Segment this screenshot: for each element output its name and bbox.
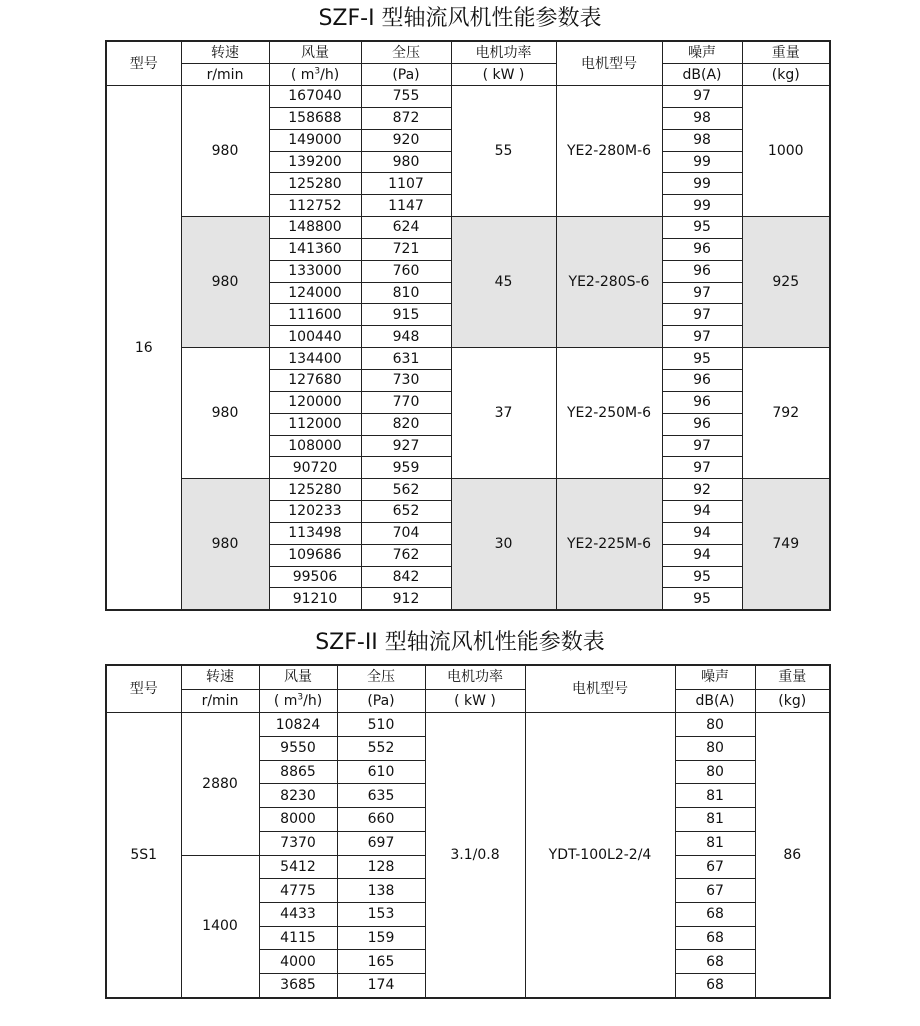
noise-cell: 94 xyxy=(662,544,742,566)
noise-cell: 97 xyxy=(662,457,742,479)
noise-cell: 80 xyxy=(675,737,755,761)
noise-cell: 99 xyxy=(662,173,742,195)
power-cell: 45 xyxy=(451,217,556,348)
pressure-cell: 652 xyxy=(361,501,451,523)
pressure-cell: 810 xyxy=(361,282,451,304)
pressure-cell: 820 xyxy=(361,413,451,435)
pressure-cell: 721 xyxy=(361,238,451,260)
flow-cell: 113498 xyxy=(269,522,361,544)
header-noise-unit: dB(A) xyxy=(675,689,755,713)
flow-cell: 99506 xyxy=(269,566,361,588)
weight-cell: 792 xyxy=(742,348,830,479)
noise-cell: 68 xyxy=(675,950,755,974)
pressure-cell: 755 xyxy=(361,86,451,108)
pressure-cell: 153 xyxy=(337,902,425,926)
flow-cell: 8865 xyxy=(259,760,337,784)
flow-cell: 125280 xyxy=(269,173,361,195)
pressure-cell: 915 xyxy=(361,304,451,326)
pressure-cell: 697 xyxy=(337,831,425,855)
flow-cell: 3685 xyxy=(259,973,337,997)
header-model: 型号 xyxy=(106,41,181,86)
header-noise: 噪声 xyxy=(662,41,742,64)
pressure-cell: 980 xyxy=(361,151,451,173)
noise-cell: 68 xyxy=(675,926,755,950)
speed-cell: 1400 xyxy=(181,855,259,998)
noise-cell: 68 xyxy=(675,973,755,997)
pressure-cell: 138 xyxy=(337,879,425,903)
table-row xyxy=(106,348,830,370)
header-motor: 电机型号 xyxy=(556,41,662,86)
pressure-cell: 128 xyxy=(337,855,425,879)
power-cell: 30 xyxy=(451,479,556,611)
motor-cell: YE2-280M-6 xyxy=(556,86,662,217)
model-cell: 16 xyxy=(106,86,181,611)
flow-cell: 141360 xyxy=(269,238,361,260)
pressure-cell: 624 xyxy=(361,217,451,239)
noise-cell: 96 xyxy=(662,369,742,391)
flow-cell: 4433 xyxy=(259,902,337,926)
pressure-cell: 510 xyxy=(337,713,425,737)
header-pressure: 全压 xyxy=(337,665,425,689)
noise-cell: 95 xyxy=(662,217,742,239)
weight-cell: 1000 xyxy=(742,86,830,217)
flow-cell: 108000 xyxy=(269,435,361,457)
table-row xyxy=(106,86,830,108)
weight-cell: 86 xyxy=(755,713,830,998)
noise-cell: 81 xyxy=(675,831,755,855)
flow-cell: 8000 xyxy=(259,808,337,832)
flow-cell: 120000 xyxy=(269,391,361,413)
header-pressure-unit: (Pa) xyxy=(337,689,425,713)
speed-cell: 2880 xyxy=(181,713,259,855)
header-noise: 噪声 xyxy=(675,665,755,689)
header-speed-unit: r/min xyxy=(181,689,259,713)
noise-cell: 80 xyxy=(675,760,755,784)
flow-cell: 4775 xyxy=(259,879,337,903)
flow-cell: 112000 xyxy=(269,413,361,435)
flow-cell: 111600 xyxy=(269,304,361,326)
header-pressure-unit: (Pa) xyxy=(361,64,451,86)
header-power: 电机功率 xyxy=(451,41,556,64)
header-speed: 转速 xyxy=(181,665,259,689)
pressure-cell: 948 xyxy=(361,326,451,348)
noise-cell: 96 xyxy=(662,260,742,282)
flow-cell: 9550 xyxy=(259,737,337,761)
noise-cell: 94 xyxy=(662,501,742,523)
flow-cell: 100440 xyxy=(269,326,361,348)
noise-cell: 97 xyxy=(662,282,742,304)
pressure-cell: 1107 xyxy=(361,173,451,195)
flow-cell: 148800 xyxy=(269,217,361,239)
pressure-cell: 730 xyxy=(361,369,451,391)
flow-cell: 158688 xyxy=(269,107,361,129)
power-cell: 37 xyxy=(451,348,556,479)
pressure-cell: 927 xyxy=(361,435,451,457)
pressure-cell: 174 xyxy=(337,973,425,997)
table1-title: SZF-I 型轴流风机性能参数表 xyxy=(318,6,602,31)
noise-cell: 98 xyxy=(662,107,742,129)
noise-cell: 92 xyxy=(662,479,742,501)
table-row xyxy=(106,217,830,239)
noise-cell: 98 xyxy=(662,129,742,151)
flow-cell: 10824 xyxy=(259,713,337,737)
noise-cell: 96 xyxy=(662,238,742,260)
pressure-cell: 165 xyxy=(337,950,425,974)
noise-cell: 67 xyxy=(675,879,755,903)
flow-cell: 125280 xyxy=(269,479,361,501)
motor-cell: YE2-225M-6 xyxy=(556,479,662,611)
flow-cell: 112752 xyxy=(269,195,361,217)
motor-cell: YE2-250M-6 xyxy=(556,348,662,479)
pressure-cell: 704 xyxy=(361,522,451,544)
noise-cell: 97 xyxy=(662,304,742,326)
pressure-cell: 635 xyxy=(337,784,425,808)
flow-cell: 91210 xyxy=(269,588,361,610)
header-weight-unit: (kg) xyxy=(742,64,830,86)
speed-cell: 980 xyxy=(181,348,269,479)
pressure-cell: 842 xyxy=(361,566,451,588)
noise-cell: 81 xyxy=(675,784,755,808)
pressure-cell: 770 xyxy=(361,391,451,413)
pressure-cell: 959 xyxy=(361,457,451,479)
power-cell: 55 xyxy=(451,86,556,217)
noise-cell: 80 xyxy=(675,713,755,737)
flow-cell: 109686 xyxy=(269,544,361,566)
pressure-cell: 562 xyxy=(361,479,451,501)
pressure-cell: 552 xyxy=(337,737,425,761)
header-motor: 电机型号 xyxy=(525,665,675,713)
noise-cell: 96 xyxy=(662,413,742,435)
noise-cell: 97 xyxy=(662,86,742,108)
noise-cell: 81 xyxy=(675,808,755,832)
header-power-unit: ( kW ) xyxy=(451,64,556,86)
weight-cell: 749 xyxy=(742,479,830,611)
noise-cell: 97 xyxy=(662,326,742,348)
header-power-unit: ( kW ) xyxy=(425,689,525,713)
flow-cell: 134400 xyxy=(269,348,361,370)
header-flow: 风量 xyxy=(259,665,337,689)
noise-cell: 68 xyxy=(675,902,755,926)
pressure-cell: 762 xyxy=(361,544,451,566)
noise-cell: 96 xyxy=(662,391,742,413)
szf2-performance-table xyxy=(105,664,831,999)
header-pressure: 全压 xyxy=(361,41,451,64)
flow-cell: 4115 xyxy=(259,926,337,950)
speed-cell: 980 xyxy=(181,86,269,217)
szf1-performance-table xyxy=(105,40,831,611)
motor-cell: YDT-100L2-2/4 xyxy=(525,713,675,998)
header-model: 型号 xyxy=(106,665,181,713)
noise-cell: 95 xyxy=(662,348,742,370)
pressure-cell: 631 xyxy=(361,348,451,370)
noise-cell: 95 xyxy=(662,588,742,610)
header-flow-unit: ( $m^3/h$) xyxy=(259,689,337,713)
noise-cell: 99 xyxy=(662,195,742,217)
header-weight-unit: (kg) xyxy=(755,689,830,713)
flow-cell: 149000 xyxy=(269,129,361,151)
model-cell: 5S1 xyxy=(106,713,181,998)
flow-cell: 90720 xyxy=(269,457,361,479)
header-speed: 转速 xyxy=(181,41,269,64)
flow-cell: 7370 xyxy=(259,831,337,855)
pressure-cell: 610 xyxy=(337,760,425,784)
flow-cell: 120233 xyxy=(269,501,361,523)
table2-title: SZF-II 型轴流风机性能参数表 xyxy=(315,630,605,655)
pressure-cell: 920 xyxy=(361,129,451,151)
pressure-cell: 1147 xyxy=(361,195,451,217)
noise-cell: 99 xyxy=(662,151,742,173)
pressure-cell: 872 xyxy=(361,107,451,129)
flow-cell: 5412 xyxy=(259,855,337,879)
flow-cell: 139200 xyxy=(269,151,361,173)
flow-cell: 4000 xyxy=(259,950,337,974)
flow-cell: 8230 xyxy=(259,784,337,808)
pressure-cell: 660 xyxy=(337,808,425,832)
header-weight: 重量 xyxy=(742,41,830,64)
pressure-cell: 760 xyxy=(361,260,451,282)
speed-cell: 980 xyxy=(181,217,269,348)
header-noise-unit: dB(A) xyxy=(662,64,742,86)
motor-cell: YE2-280S-6 xyxy=(556,217,662,348)
power-cell: 3.1/0.8 xyxy=(425,713,525,998)
header-speed-unit: r/min xyxy=(181,64,269,86)
table-row xyxy=(106,479,830,501)
pressure-cell: 159 xyxy=(337,926,425,950)
flow-cell: 167040 xyxy=(269,86,361,108)
noise-cell: 94 xyxy=(662,522,742,544)
header-flow-unit: ( $m^3/h$) xyxy=(269,64,361,86)
flow-cell: 127680 xyxy=(269,369,361,391)
header-weight: 重量 xyxy=(755,665,830,689)
header-power: 电机功率 xyxy=(425,665,525,689)
table-row xyxy=(106,713,830,737)
header-flow: 风量 xyxy=(269,41,361,64)
flow-cell: 124000 xyxy=(269,282,361,304)
noise-cell: 95 xyxy=(662,566,742,588)
pressure-cell: 912 xyxy=(361,588,451,610)
flow-cell: 133000 xyxy=(269,260,361,282)
weight-cell: 925 xyxy=(742,217,830,348)
noise-cell: 67 xyxy=(675,855,755,879)
speed-cell: 980 xyxy=(181,479,269,611)
noise-cell: 97 xyxy=(662,435,742,457)
